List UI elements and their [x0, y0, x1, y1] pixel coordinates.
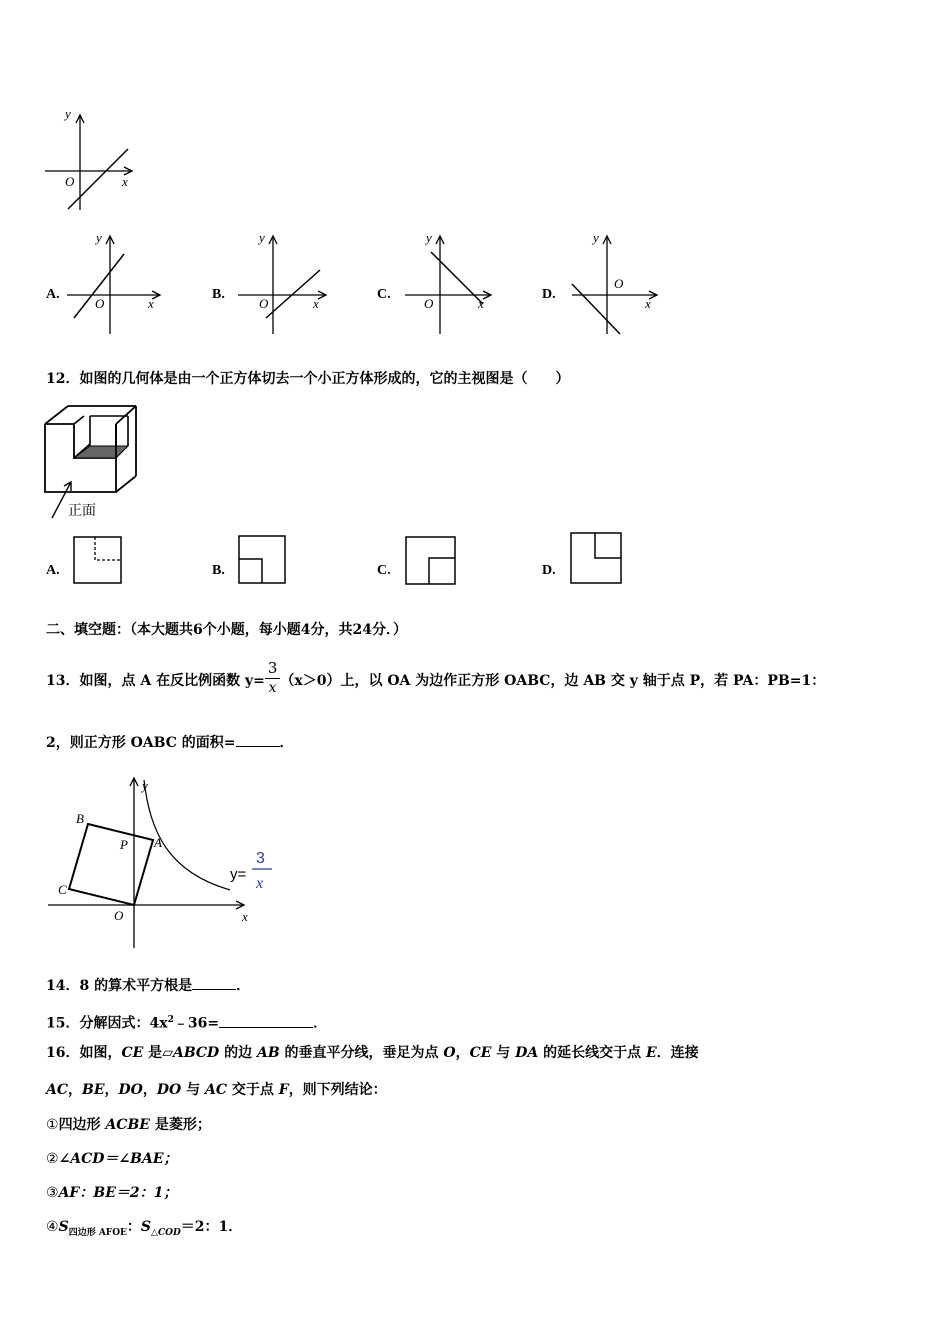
q16-conclusion-2: ②∠ACD＝∠BAE；: [46, 1151, 178, 1167]
q11-main-graph: [40, 105, 140, 215]
front-view-label: 正面: [68, 503, 96, 519]
svg-text:y: y: [96, 230, 102, 245]
q12-option-d-view[interactable]: [570, 532, 624, 586]
q11-option-c-label[interactable]: C.: [377, 287, 391, 302]
svg-text:O: O: [259, 296, 269, 311]
y-axis-label: y: [142, 778, 148, 793]
q12-option-b-view[interactable]: [238, 535, 288, 585]
svg-text:O: O: [424, 296, 434, 311]
point-c-label: C: [58, 882, 67, 897]
q15-answer-blank[interactable]: [219, 1013, 313, 1028]
q16-stem-line1: 16．如图，CE 是▱ABCD 的边 AB 的垂直平分线，垂足为点 O，CE 与 DA 的延长线交于点 E．连接: [46, 1045, 699, 1061]
svg-text:y: y: [593, 230, 599, 245]
q11-option-b-graph[interactable]: [228, 228, 333, 338]
q14-stem: 14．8 的算术平方根是 ．: [46, 975, 250, 996]
q13-figure: [40, 772, 290, 952]
q16-conclusion-4: $④S_{四边形 AFOE}$：$S_{\triangle COD}=2$：1．: [46, 1219, 243, 1238]
svg-text:O: O: [614, 276, 624, 291]
q12-option-c-view[interactable]: [405, 536, 457, 586]
q11-option-d-graph[interactable]: [562, 228, 667, 338]
q14-answer-blank[interactable]: [192, 975, 236, 990]
q11-option-a-label[interactable]: A.: [46, 287, 60, 302]
q16-stem-line2: AC，BE，DO，DO 与 AC 交于点 F，则下列结论：: [46, 1082, 387, 1098]
q12-option-b-label[interactable]: B.: [212, 563, 225, 578]
svg-text:x: x: [148, 296, 154, 311]
section-heading: 二、填空题：（本大题共6个小题，每小题4分，共24分．）: [46, 622, 407, 638]
q16-conclusion-1: ①四边形 ACBE 是菱形；: [46, 1117, 211, 1133]
svg-text:x: x: [478, 296, 484, 311]
function-label: y=: [230, 866, 247, 883]
q12-option-a-view[interactable]: [73, 536, 123, 586]
point-a-label: A: [154, 835, 162, 850]
point-b-label: B: [76, 811, 84, 826]
q16-conclusion-3: ③AF：BE＝2：1；: [46, 1185, 178, 1201]
q12-stem: 12．如图的几何体是由一个正方体切去一个小正方体形成的，它的主视图是（ ）: [46, 371, 570, 387]
svg-text:y: y: [259, 230, 265, 245]
q13-answer-blank[interactable]: [236, 732, 280, 747]
q12-option-a-label[interactable]: A.: [46, 563, 60, 578]
point-p-label: P: [120, 837, 128, 852]
origin-label: O: [65, 174, 75, 189]
q12-option-d-label[interactable]: D.: [542, 563, 556, 578]
q11-option-b-label[interactable]: B.: [212, 287, 225, 302]
q13-stem-line1: 13．如图，点 A 在反比例函数 y= $\frac{3}{x}$ （x＞0）上，以 OA 为边作正方形 OABC，边 AB 交 y 轴于点 P，若 PA：PB=1：: [46, 658, 826, 696]
q13-stem-line2: 2，则正方形 OABC 的面积= ．: [46, 732, 294, 753]
svg-text:x: x: [645, 296, 651, 311]
x-axis-label: x: [122, 174, 128, 189]
q11-option-d-label[interactable]: D.: [542, 287, 556, 302]
svg-text:x: x: [256, 875, 264, 892]
q11-option-c-graph[interactable]: [395, 228, 500, 338]
svg-text:3: 3: [256, 850, 265, 867]
y-axis-label: y: [65, 106, 71, 121]
q11-option-a-graph[interactable]: [62, 228, 167, 338]
x-axis-label: x: [242, 909, 248, 924]
svg-text:x: x: [313, 296, 319, 311]
point-o-label: O: [114, 908, 124, 923]
q15-stem: 15．分解因式：$4x^2﹣36=$ ．: [46, 1010, 327, 1034]
svg-text:O: O: [95, 296, 105, 311]
q12-option-c-label[interactable]: C.: [377, 563, 391, 578]
q13-fraction: $\frac{3}{x}$: [265, 658, 281, 697]
svg-text:y: y: [426, 230, 432, 245]
